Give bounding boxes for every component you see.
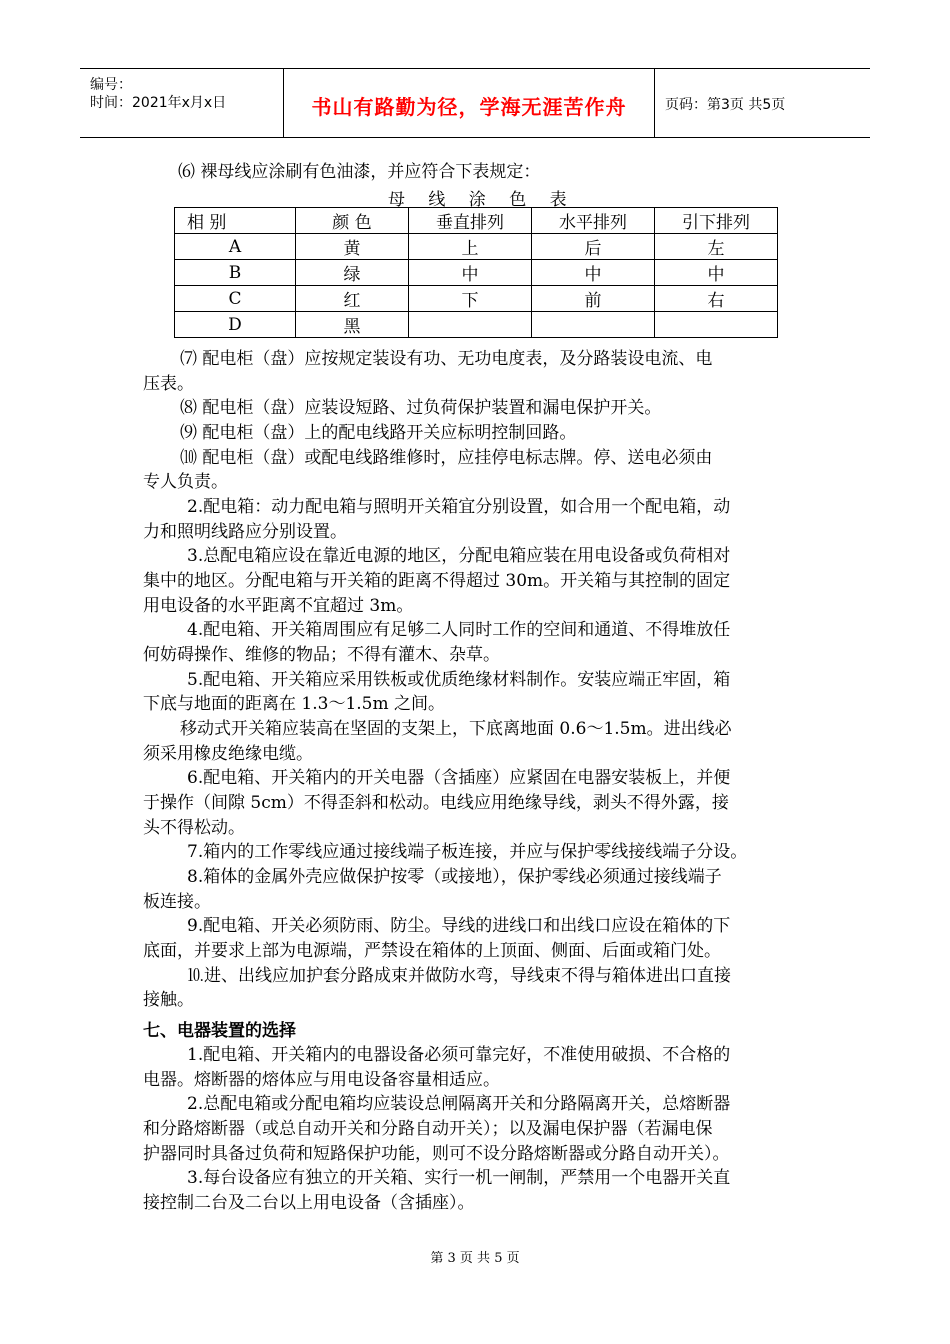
color-table <box>174 207 778 338</box>
table-header-cell: 颜 色 <box>296 208 409 234</box>
table-cell <box>409 312 532 338</box>
table-caption: 母 线 涂 色 表 <box>388 190 576 210</box>
table-cell: B <box>175 260 296 286</box>
section-line: 2.总配电箱或分配电箱均应装设总闸隔离开关和分路隔离开关，总熔断器 <box>187 1094 731 1114</box>
table-cell: A <box>175 234 296 260</box>
table-row <box>175 312 778 338</box>
table-cell: 黑 <box>296 312 409 338</box>
table-header-cell: 水平排列 <box>532 208 655 234</box>
header-page-label: 页码：第3页 共5页 <box>665 97 786 113</box>
table-header-cell: 相 别 <box>175 208 296 234</box>
header-meta-cell <box>80 69 284 137</box>
body-line: 专人负责。 <box>143 472 228 492</box>
header-motto-cell <box>284 69 655 137</box>
body-line: 下底与地面的距离在 1.3～1.5m 之间。 <box>143 694 445 714</box>
body-line: 2.配电箱：动力配电箱与照明开关箱宜分别设置，如合用一个配电箱，动 <box>187 497 731 517</box>
table-cell: 绿 <box>296 260 409 286</box>
table-cell: 中 <box>532 260 655 286</box>
body-line: ⑽ 配电柜（盘）或配电线路维修时，应挂停电标志牌。停、送电必须由 <box>180 448 713 468</box>
body-line: ⑻ 配电柜（盘）应装设短路、过负荷保护装置和漏电保护开关。 <box>180 398 662 418</box>
body-line: 板连接。 <box>143 892 211 912</box>
table-cell: C <box>175 286 296 312</box>
body-line: 6.配电箱、开关箱内的开关电器（含插座）应紧固在电器安装板上，并便 <box>187 768 731 788</box>
table-row <box>175 260 778 286</box>
page-header <box>80 68 870 138</box>
table-cell: D <box>175 312 296 338</box>
section-line: 3.每台设备应有独立的开关箱、实行一机一闸制，严禁用一个电器开关直 <box>187 1168 731 1188</box>
body-line: 底面，并要求上部为电源端，严禁设在箱体的上顶面、侧面、后面或箱门处。 <box>143 941 721 961</box>
body-line: 8.箱体的金属外壳应做保护按零（或接地），保护零线必须通过接线端子 <box>187 867 722 887</box>
table-cell <box>532 312 655 338</box>
body-line: 头不得松动。 <box>143 818 245 838</box>
table-cell: 前 <box>532 286 655 312</box>
body-line: 3.总配电箱应设在靠近电源的地区，分配电箱应装在用电设备或负荷相对 <box>187 546 731 566</box>
table-cell: 黄 <box>296 234 409 260</box>
body-line: 力和照明线路应分别设置。 <box>143 522 347 542</box>
section-line: 护器同时具备过负荷和短路保护功能，则可不设分路熔断器或分路自动开关）。 <box>143 1144 730 1164</box>
body-line: 9.配电箱、开关必须防雨、防尘。导线的进线口和出线口应设在箱体的下 <box>187 916 731 936</box>
table-header-row <box>175 208 778 234</box>
body-line: 何妨碍操作、维修的物品；不得有灌木、杂草。 <box>143 645 500 665</box>
table-cell: 左 <box>655 234 778 260</box>
page-footer: 第 3 页 共 5 页 <box>430 1251 520 1266</box>
document-time-label: 时间：2021年x月x日 <box>90 95 227 111</box>
header-page-cell <box>655 69 870 137</box>
table-cell: 中 <box>409 260 532 286</box>
table-cell: 下 <box>409 286 532 312</box>
table-cell: 红 <box>296 286 409 312</box>
body-line: 移动式开关箱应装高在坚固的支架上，下底离地面 0.6～1.5m。进出线必 <box>180 719 732 739</box>
intro-paragraph: ⑹ 裸母线应涂刷有色油漆，并应符合下表规定： <box>178 162 541 182</box>
section-heading: 七、电器装置的选择 <box>143 1021 296 1041</box>
document-number-label: 编号： <box>90 77 132 93</box>
table-header-cell: 引下排列 <box>655 208 778 234</box>
body-line: 压表。 <box>143 374 194 394</box>
body-line: 于操作（间隙 5cm）不得歪斜和松动。电线应用绝缘导线，剥头不得外露，接 <box>143 793 729 813</box>
body-line: ⒑进、出线应加护套分路成束并做防水弯，导线束不得与箱体进出口直接 <box>187 966 731 986</box>
body-line: 7.箱内的工作零线应通过接线端子板连接，并应与保护零线接线端子分设。 <box>187 842 748 862</box>
body-line: 集中的地区。分配电箱与开关箱的距离不得超过 30m。开关箱与其控制的固定 <box>143 571 731 591</box>
table-row <box>175 234 778 260</box>
table-cell: 中 <box>655 260 778 286</box>
body-line: 接触。 <box>143 990 194 1010</box>
body-line: 用电设备的水平距离不宜超过 3m。 <box>143 596 414 616</box>
body-line: 4.配电箱、开关箱周围应有足够二人同时工作的空间和通道、不得堆放任 <box>187 620 731 640</box>
header-motto: 书山有路勤为径，学海无涯苦作舟 <box>311 95 627 119</box>
table-header-cell: 垂直排列 <box>409 208 532 234</box>
table-cell: 后 <box>532 234 655 260</box>
body-line: ⑺ 配电柜（盘）应按规定装设有功、无功电度表，及分路装设电流、电 <box>180 349 713 369</box>
section-line: 接控制二台及二台以上用电设备（含插座）。 <box>143 1193 475 1213</box>
table-cell: 右 <box>655 286 778 312</box>
table-row <box>175 286 778 312</box>
section-line: 和分路熔断器（或总自动开关和分路自动开关）；以及漏电保护器（若漏电保 <box>143 1119 713 1139</box>
section-line: 1.配电箱、开关箱内的电器设备必须可靠完好，不准使用破损、不合格的 <box>187 1045 731 1065</box>
body-line: 5.配电箱、开关箱应采用铁板或优质绝缘材料制作。安装应端正牢固，箱 <box>187 670 731 690</box>
table-cell <box>655 312 778 338</box>
section-line: 电器。熔断器的熔体应与用电设备容量相适应。 <box>143 1070 500 1090</box>
table-cell: 上 <box>409 234 532 260</box>
body-line: 须采用橡皮绝缘电缆。 <box>143 744 313 764</box>
body-line: ⑼ 配电柜（盘）上的配电线路开关应标明控制回路。 <box>180 423 577 443</box>
